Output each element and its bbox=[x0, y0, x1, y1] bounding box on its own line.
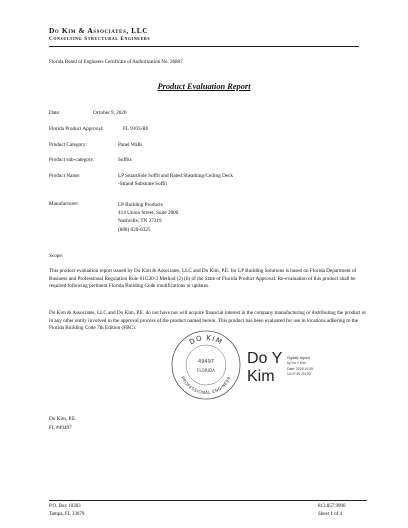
disclosure-paragraph: Do Kim & Associates, LLC and Do Kim, P.E. do not have nor will acquire financial interest in the company manufacturing or distributing the product or in any other entity involved in the approval process of the product named herein. This product has been evaluated for use in locations adhering to the Florida Building Code 7th Edition (FBC). bbox=[49, 310, 367, 332]
footer-po-box: P.O. Box 10383 bbox=[49, 504, 81, 509]
approval-label: Florida Product Approval: bbox=[49, 126, 104, 132]
date-label: Date: bbox=[49, 110, 61, 116]
digital-signature-name bbox=[247, 350, 282, 386]
manufacturer-line: LP Building Products bbox=[118, 202, 163, 208]
header-divider bbox=[49, 46, 359, 47]
category-label: Product Category: bbox=[49, 142, 87, 148]
certificate-of-authorization: Florida Board of Engineers Certificate of Authorization No. 26887 bbox=[49, 60, 183, 65]
product-name-label: Product Name: bbox=[49, 173, 81, 179]
signer-license: FL #49497 bbox=[49, 425, 72, 431]
footer-sheet-number: Sheet 1 of 4 bbox=[318, 512, 343, 517]
signature-detail-line: 14:37:30 -04'00' bbox=[287, 372, 312, 377]
engineer-seal bbox=[170, 329, 242, 401]
firm-name: Do Kim & Associates, LLC bbox=[49, 26, 149, 35]
seal-license-text: 49497 bbox=[198, 359, 214, 365]
product-name-line-1: LP SmartSide Soffit and Rated Sheathing/Ceiling Deck bbox=[118, 173, 233, 179]
manufacturer-line: (888) 820-0325 bbox=[118, 226, 151, 233]
subcategory-label: Product sub-category: bbox=[49, 157, 95, 163]
manufacturer-line: Nashville, TN 37219 bbox=[118, 218, 162, 225]
firm-subtitle: Consulting Structural Engineers bbox=[49, 36, 151, 42]
scope-paragraph: This product evaluation report issued by Do Kim & Associates, LLC and Do Kim, P.E. for LP Building Solutions is based on Florida Department of Business and Professional Regulation Rule 61G20-3 Method (2) (b) of the State of Florida Product Approval. Re-evaluation of this product shall be required following pertinent Florida Building Code modifications or updates. bbox=[49, 268, 357, 290]
signature-name-line: Do Y bbox=[247, 350, 283, 367]
signature-detail-line: Date: 2020.10.09 bbox=[287, 366, 314, 371]
date-value: October 9, 2020 bbox=[93, 110, 127, 116]
footer-city: Tampa, FL 33679 bbox=[49, 512, 85, 517]
seal-state-text: FLORIDA bbox=[196, 368, 216, 373]
signer-name: Do Kim, P.E. bbox=[49, 416, 77, 422]
scope-label: Scope: bbox=[49, 253, 64, 259]
category-value: Panel Walls bbox=[118, 142, 143, 148]
manufacturer-address bbox=[118, 201, 178, 234]
seal-title-text: PROFESSIONAL ENGINEER bbox=[180, 375, 232, 396]
footer-phone: 813.857.9996 bbox=[318, 504, 346, 509]
seal-inner-ring bbox=[186, 345, 226, 385]
signature-name-line: Kim bbox=[247, 368, 275, 385]
signature-detail-line: by Do Y Kim bbox=[287, 361, 306, 366]
digital-signature-details bbox=[287, 356, 313, 378]
manufacturer-line: 414 Union Street, Suite 2000 bbox=[118, 210, 179, 217]
product-name-line-2: -Strand Substrate Soffit bbox=[118, 181, 167, 187]
manufacturer-label: Manufacturer: bbox=[49, 201, 79, 207]
footer-divider bbox=[49, 500, 367, 501]
subcategory-value: Soffits bbox=[118, 157, 132, 163]
report-title: Product Evaluation Report bbox=[157, 82, 251, 91]
signature-detail-line: Digitally signed bbox=[287, 356, 310, 360]
seal-name-text: DO KIM bbox=[188, 333, 224, 347]
approval-value: FL 9103-R6 bbox=[123, 126, 149, 132]
